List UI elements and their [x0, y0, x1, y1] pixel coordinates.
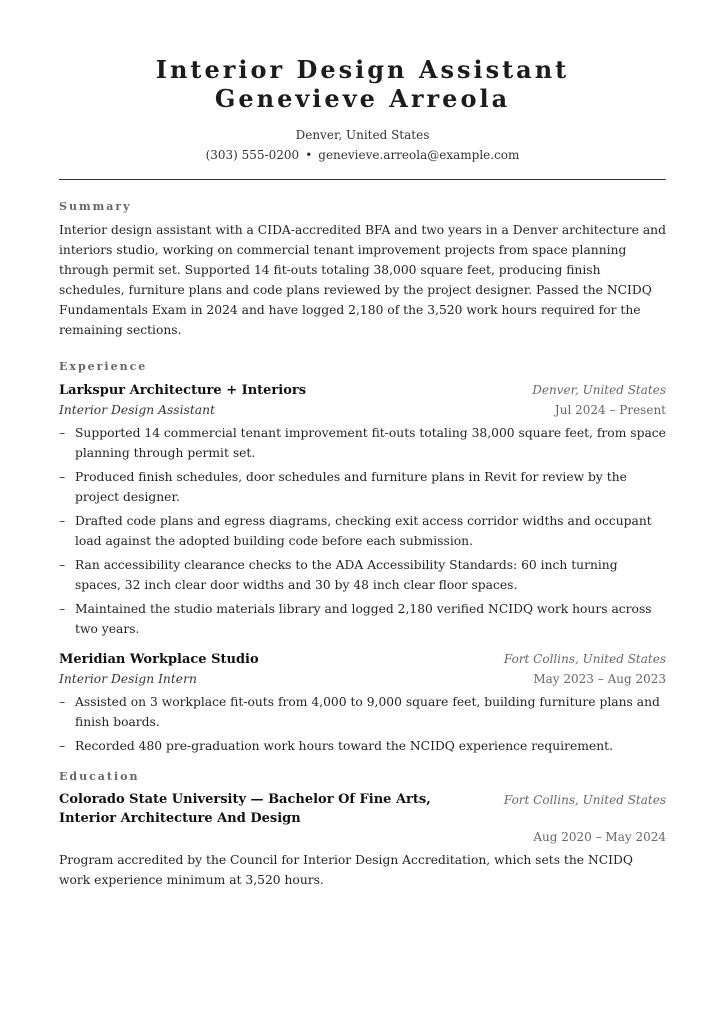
job-role: Interior Design Assistant [59, 403, 215, 417]
resume-header [59, 0, 666, 165]
summary-text: Interior design assistant with a CIDA-accredited BFA and two years in a Denver architecture and interiors studio, working on commercial tenant improvement projects from space planning through permit set. Supported 14 fit-outs totaling 38,000 square feet, producing finish schedules, furniture plans and code plans reviewed by the project designer. Passed the NCIDQ Fundamentals Exam in 2024 and have logged 2,180 of the 3,520 work hours required for the remaining sections. [59, 223, 666, 337]
summary-heading: Summary [59, 200, 132, 213]
bullet-item: – Drafted code plans and egress diagrams, checking exit access corridor widths and occupant load against the adopted building code before each submission. [59, 511, 666, 551]
bullet-item: – Recorded 480 pre-graduation work hours toward the NCIDQ experience requirement. [59, 736, 666, 756]
summary-section [59, 200, 666, 340]
phone: (303) 555-0200 [205, 148, 300, 162]
job-entry [59, 380, 666, 639]
contact-line [59, 146, 666, 165]
bullet-item: – Supported 14 commercial tenant improvement fit-outs totaling 38,000 square feet, from space planning through permit set. [59, 423, 666, 463]
bullet-item: – Assisted on 3 workplace fit-outs from 4,000 to 9,000 square feet, building furniture plans and finish boards. [59, 692, 666, 732]
job-organization: Larkspur Architecture + Interiors [59, 383, 307, 398]
job-dates: May 2023 – Aug 2023 [533, 672, 666, 686]
bullet-item: – Maintained the studio materials library and logged 2,180 verified NCIDQ work hours across two years. [59, 599, 666, 639]
education-institution-degree: Colorado State University — Bachelor Of Fine Arts, Interior Architecture And Design [59, 792, 431, 826]
bullet-item: – Ran accessibility clearance checks to the ADA Accessibility Standards: 60 inch turning spaces, 32 inch clear door widths and 30 by 48 inch clear floor spaces. [59, 555, 666, 595]
job-organization: Meridian Workplace Studio [59, 652, 259, 667]
education-heading: Education [59, 770, 140, 783]
candidate-name: Genevieve Arreola [214, 84, 511, 113]
job-role: Interior Design Intern [59, 672, 197, 686]
education-location: Fort Collins, United States [503, 793, 666, 807]
job-title: Interior Design Assistant [155, 55, 570, 84]
job-location: Fort Collins, United States [503, 652, 666, 666]
job-location: Denver, United States [532, 383, 666, 397]
experience-section [59, 360, 666, 756]
bullet-item: – Produced finish schedules, door schedules and furniture plans in Revit for review by the project designer. [59, 467, 666, 507]
separator: • [305, 148, 313, 162]
job-bullets [59, 423, 666, 639]
experience-heading: Experience [59, 360, 148, 373]
education-section [59, 770, 666, 890]
job-bullets [59, 692, 666, 756]
job-dates: Jul 2024 – Present [554, 403, 666, 417]
location: Denver, United States [295, 128, 430, 142]
education-dates: Aug 2020 – May 2024 [533, 830, 666, 844]
email: genevieve.arreola@example.com [318, 148, 520, 162]
job-entry [59, 649, 666, 756]
education-text: Program accredited by the Council for Interior Design Accreditation, which sets the NCIDQ work experience minimum at 3,520 hours. [59, 853, 633, 887]
header-divider [59, 179, 666, 180]
